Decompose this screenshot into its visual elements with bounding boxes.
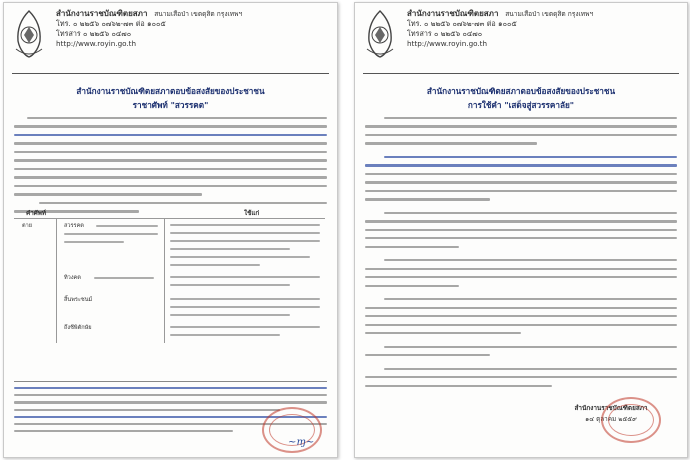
org-name: สำนักงานราชบัณฑิตยสภา bbox=[407, 9, 499, 18]
signature-icon: ~ɱ~ bbox=[288, 437, 315, 448]
footnote-divider bbox=[14, 381, 327, 382]
letterhead bbox=[407, 9, 683, 49]
table-header-word: คำศัพท์ bbox=[26, 210, 47, 217]
table-header-usage: ใช้แก่ bbox=[244, 210, 260, 217]
royal-institute-seal-icon bbox=[363, 9, 397, 59]
signoff-date: ๑๔ ตุลาคม ๒๕๕๙ bbox=[585, 415, 637, 423]
table-word: สวรรคต bbox=[64, 223, 84, 229]
document-subtitle: การใช้คำ "เสด็จสู่สวรรคาลัย" bbox=[467, 100, 575, 110]
header-divider bbox=[12, 73, 329, 74]
fax: โทรสาร ๐ ๒๒๕๖ ๐๔๗๐ bbox=[407, 29, 483, 38]
org-name: สำนักงานราชบัณฑิตยสภา bbox=[56, 9, 148, 18]
official-stamp bbox=[601, 397, 661, 443]
table-word: สิ้นพระชนม์ bbox=[64, 297, 93, 303]
document-title: สำนักงานราชบัณฑิตยสภาตอบข้อสงสัยของประชาชน bbox=[426, 86, 616, 96]
left-document bbox=[3, 2, 338, 458]
vocabulary-table bbox=[14, 208, 325, 343]
website: http://www.royin.go.th bbox=[56, 39, 137, 48]
header-divider bbox=[363, 73, 679, 74]
fax: โทรสาร ๐ ๒๒๕๖ ๐๔๗๐ bbox=[56, 29, 132, 38]
phone: โทร. ๐ ๒๒๕๖ ๐๗๖๒-๗๓ ต่อ ๑๐๐๕ bbox=[56, 19, 166, 28]
website: http://www.royin.go.th bbox=[407, 39, 488, 48]
table-word: ทิวงคต bbox=[64, 275, 81, 281]
royal-institute-seal-icon bbox=[12, 9, 46, 59]
table-word: ถึงชีพิตักษัย bbox=[64, 325, 92, 331]
org-address: สนามเสือป่า เขตดุสิต กรุงเทพฯ bbox=[154, 10, 243, 18]
org-address: สนามเสือป่า เขตดุสิต กรุงเทพฯ bbox=[505, 10, 594, 18]
document-title: สำนักงานราชบัณฑิตยสภาตอบข้อสงสัยของประชาชน bbox=[76, 86, 265, 96]
signoff-org: สำนักงานราชบัณฑิตยสภา bbox=[574, 404, 648, 412]
table-cell-first-col: ตาย bbox=[22, 223, 33, 229]
right-document bbox=[354, 2, 688, 458]
letterhead bbox=[56, 9, 333, 49]
phone: โทร. ๐ ๒๒๕๖ ๐๗๖๒-๗๓ ต่อ ๑๐๐๕ bbox=[407, 19, 517, 28]
document-subtitle: ราชาศัพท์ "สวรรคต" bbox=[132, 100, 209, 110]
